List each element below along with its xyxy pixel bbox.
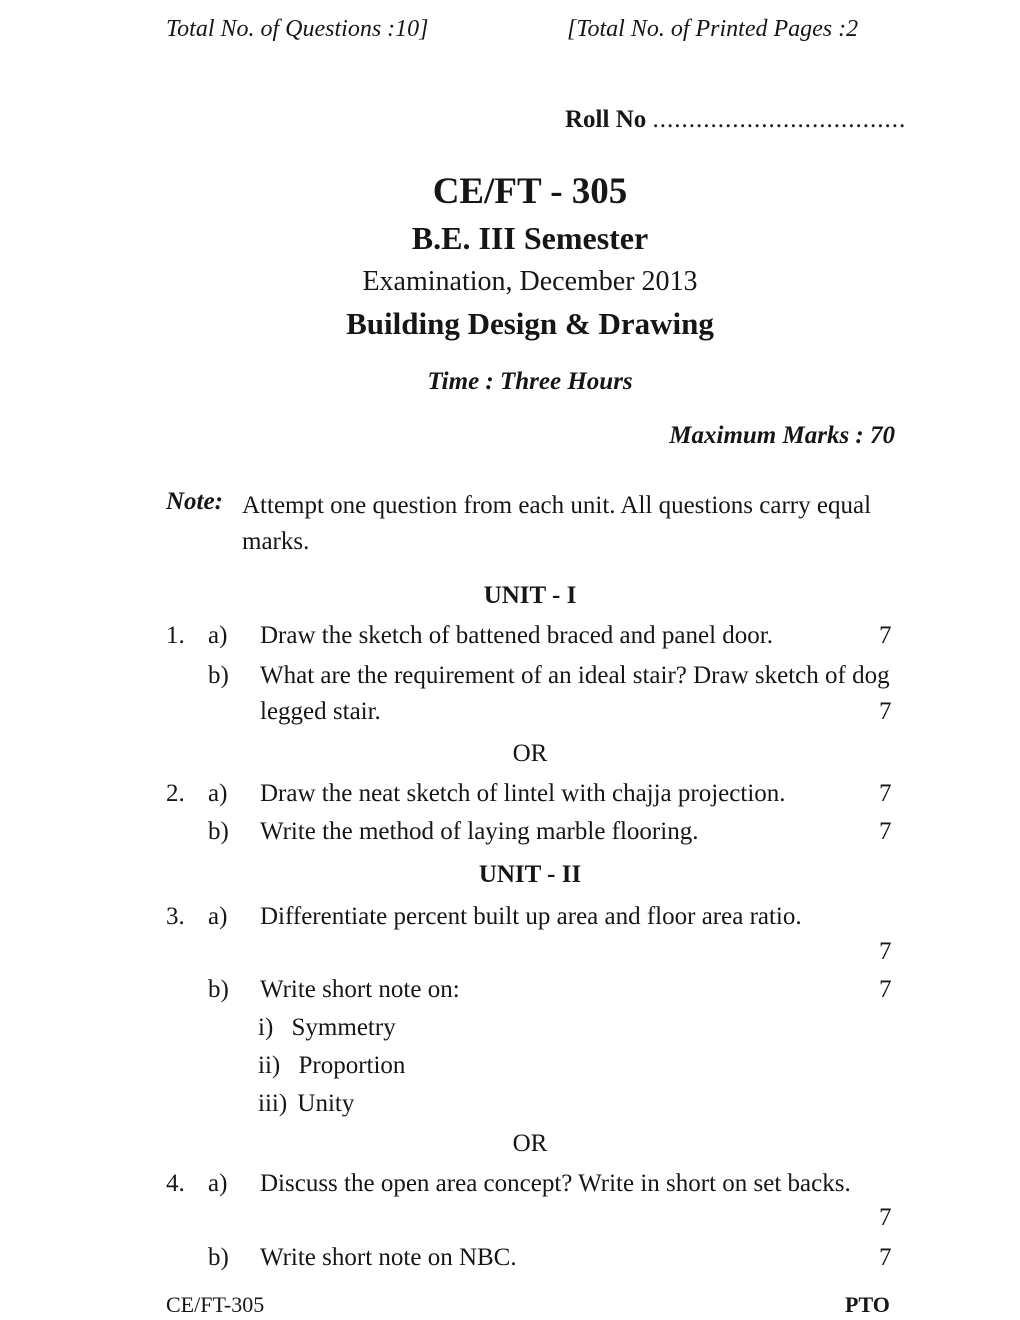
roll-dots: ................................... — [652, 106, 907, 133]
paper-code: CE/FT - 305 — [432, 171, 628, 212]
footer-pto: PTO — [845, 1292, 890, 1317]
q1a-marks: 7 — [879, 622, 892, 649]
q1b-label: b) — [208, 662, 229, 689]
q2-number: 2. — [166, 780, 185, 807]
roll-number — [565, 106, 906, 134]
q3b-label: b) — [208, 976, 229, 1003]
q3b-sub-text: Proportion — [298, 1052, 406, 1079]
q4b-text: Write short note on NBC. — [260, 1244, 517, 1271]
q4a-label: a) — [208, 1170, 228, 1197]
q3b-sub-label: iii) — [258, 1090, 288, 1117]
q3a-marks: 7 — [879, 938, 892, 965]
q4a-text: Discuss the open area concept? Write in short on set backs. — [260, 1170, 851, 1197]
q4b-marks: 7 — [879, 1244, 892, 1271]
q4b-label: b) — [208, 1244, 229, 1271]
q1-number: 1. — [166, 622, 185, 649]
maximum-marks: Maximum Marks : 70 — [669, 422, 895, 449]
q3b-marks: 7 — [879, 976, 892, 1003]
roll-label: Roll No — [565, 106, 647, 133]
total-pages: [Total No. of Printed Pages :2 — [567, 16, 859, 42]
q3b-sub-item — [258, 1014, 396, 1042]
q3b-sub-label: i) — [258, 1014, 274, 1041]
q4a-marks: 7 — [879, 1204, 892, 1231]
q2a-label: a) — [208, 780, 228, 807]
exam-session: Examination, December 2013 — [362, 266, 698, 297]
q2b-marks: 7 — [879, 818, 892, 845]
q3a-text: Differentiate percent built up area and floor area ratio. — [260, 903, 802, 930]
q2a-marks: 7 — [879, 780, 892, 807]
footer-paper-code: CE/FT-305 — [166, 1292, 265, 1317]
q3b-sub-text: Symmetry — [291, 1014, 396, 1041]
semester: B.E. III Semester — [411, 220, 649, 256]
q2b-text: Write the method of laying marble flooring. — [260, 818, 699, 845]
q2a-text: Draw the neat sketch of lintel with chajja projection. — [260, 780, 786, 807]
q3b-sub-item — [258, 1090, 354, 1118]
q3b-sub-item — [258, 1052, 405, 1080]
time-allowed: Time : Three Hours — [427, 368, 633, 395]
total-questions: Total No. of Questions :10] — [166, 16, 429, 42]
q3b-text: Write short note on: — [260, 976, 460, 1003]
q2b-label: b) — [208, 818, 229, 845]
q4-number: 4. — [166, 1170, 185, 1197]
subject-title: Building Design & Drawing — [346, 306, 714, 341]
note-text: Attempt one question from each unit. All questions carry equal marks. — [242, 492, 872, 555]
or-divider-1: OR — [512, 740, 548, 767]
q1b-text: What are the requirement of an ideal stair? Draw sketch of dog legged stair. — [260, 662, 890, 725]
q1a-text: Draw the sketch of battened braced and panel door. — [260, 622, 773, 649]
unit-1-heading: UNIT - I — [483, 582, 577, 609]
note-label: Note: — [166, 488, 223, 515]
q3-number: 3. — [166, 903, 185, 930]
q1b-marks: 7 — [879, 698, 892, 725]
unit-2-heading: UNIT - II — [478, 861, 582, 888]
q1a-label: a) — [208, 622, 228, 649]
q3a-label: a) — [208, 903, 228, 930]
q3b-sub-label: ii) — [258, 1052, 281, 1079]
or-divider-2: OR — [512, 1130, 548, 1157]
q3b-sub-text: Unity — [297, 1090, 355, 1117]
